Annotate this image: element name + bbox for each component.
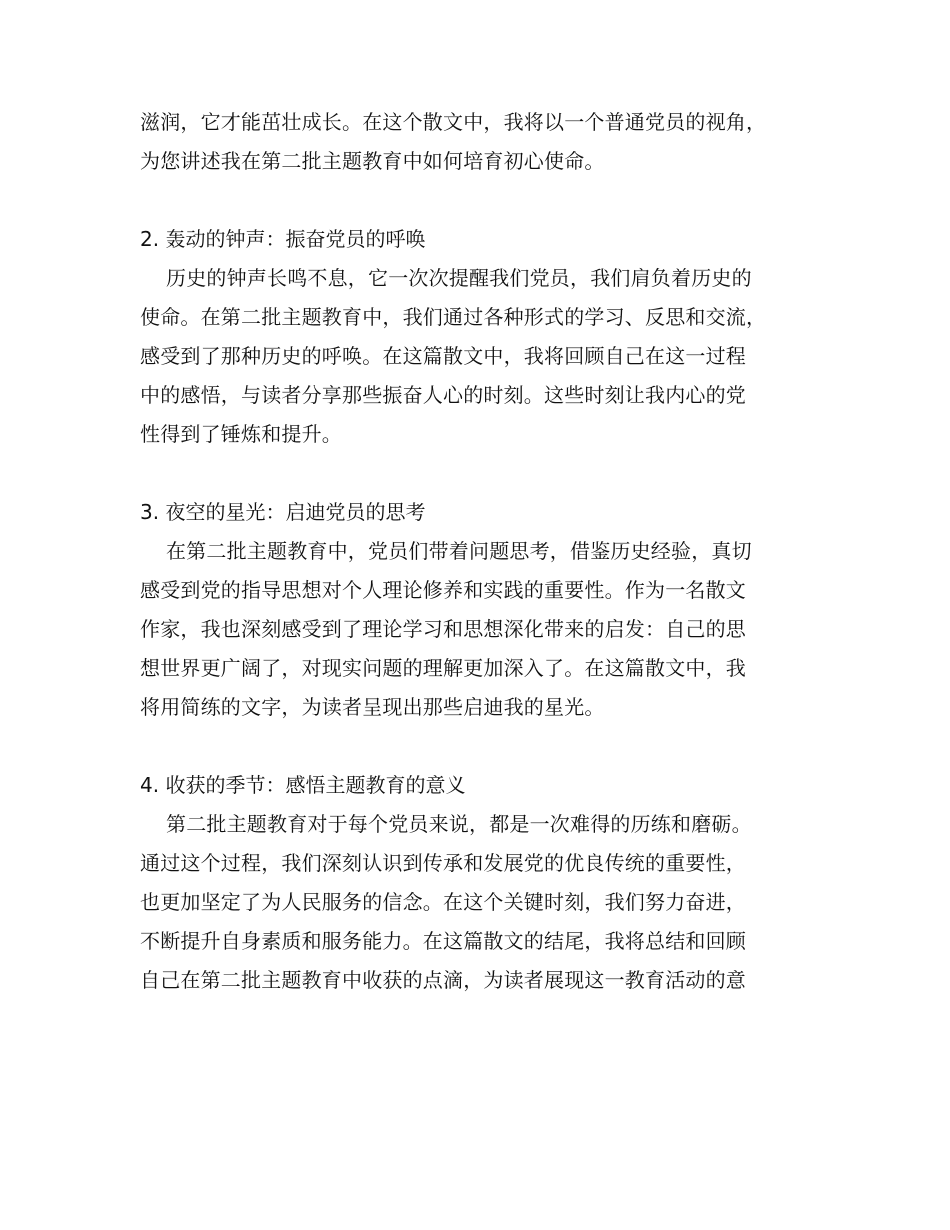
section-heading: 4. 收获的季节：感悟主题教育的意义 <box>140 773 466 797</box>
section-2 <box>140 220 840 454</box>
paragraph-line: 将用简练的文字，为读者呈现出那些启迪我的星光。 <box>140 695 605 719</box>
paragraph-line: 中的感悟，与读者分享那些振奋人心的时刻。这些时刻让我内心的党 <box>140 383 746 407</box>
paragraph-line: 感受到了那种历史的呼唤。在这篇散文中，我将回顾自己在这一过程 <box>140 344 746 368</box>
paragraph-gap <box>140 181 840 220</box>
paragraph-line: 也更加坚定了为人民服务的信念。在这个关键时刻，我们努力奋进， <box>140 890 746 914</box>
paragraph-line: 历史的钟声长鸣不息，它一次次提醒我们党员，我们肩负着历史的 <box>166 266 752 290</box>
paragraph-line: 感受到党的指导思想对个人理论修养和实践的重要性。作为一名散文 <box>140 578 746 602</box>
paragraph-line: 第二批主题教育对于每个党员来说，都是一次难得的历练和磨砺。 <box>166 812 752 836</box>
paragraph-line: 在第二批主题教育中，党员们带着问题思考，借鉴历史经验，真切 <box>166 539 752 563</box>
paragraph-line: 作家，我也深刻感受到了理论学习和思想深化带来的启发：自己的思 <box>140 617 746 641</box>
paragraph-line: 想世界更广阔了，对现实问题的理解更加深入了。在这篇散文中，我 <box>140 656 746 680</box>
paragraph-line: 不断提升自身素质和服务能力。在这篇散文的结尾，我将总结和回顾 <box>140 929 746 953</box>
paragraph-gap <box>140 727 840 766</box>
paragraph-line: 通过这个过程，我们深刻认识到传承和发展党的优良传统的重要性， <box>140 851 746 875</box>
paragraph-line: 自己在第二批主题教育中收获的点滴，为读者展现这一教育活动的意 <box>140 968 746 992</box>
section-3 <box>140 493 840 727</box>
document-page <box>140 103 840 1000</box>
paragraph-line: 使命。在第二批主题教育中，我们通过各种形式的学习、反思和交流， <box>140 305 767 329</box>
intro-paragraph <box>140 103 840 181</box>
paragraph-line: 滋润，它才能茁壮成长。在这个散文中，我将以一个普通党员的视角， <box>140 110 767 134</box>
section-4 <box>140 766 840 1000</box>
paragraph-line: 性得到了锤炼和提升。 <box>140 422 342 446</box>
section-heading: 2. 轰动的钟声：振奋党员的呼唤 <box>140 227 426 251</box>
paragraph-gap <box>140 454 840 493</box>
section-heading: 3. 夜空的星光：启迪党员的思考 <box>140 500 426 524</box>
paragraph-line: 为您讲述我在第二批主题教育中如何培育初心使命。 <box>140 149 605 173</box>
